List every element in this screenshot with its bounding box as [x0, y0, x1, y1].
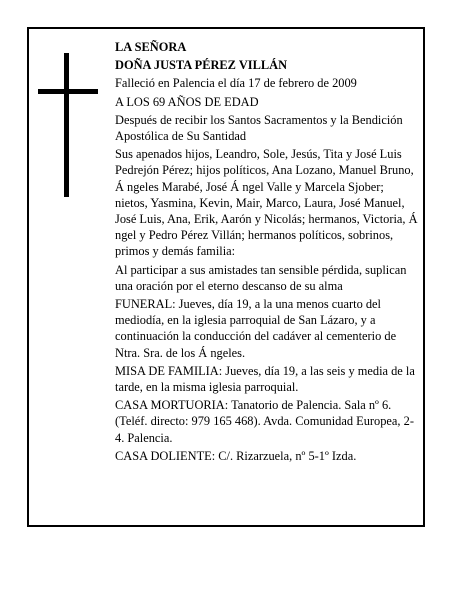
age-line: A LOS 69 AÑOS DE EDAD: [115, 94, 259, 109]
funeral-paragraph: FUNERAL: Jueves, día 19, a la una menos cuarto del mediodía, en la iglesia parroquial de San Lázaro, y a continuación la conducción del cadáver al cementerio de Ntra. Sra. de los Á ngeles.: [115, 297, 397, 360]
obituary-text: [115, 39, 419, 466]
notice-title: LA SEÑORA: [115, 40, 187, 54]
funeral-home-paragraph: CASA MORTUORIA: Tanatorio de Palencia. Sala nº 6. (Teléf. directo: 979 165 468). Avda. Comunidad Europea, 2-4. Palencia.: [115, 398, 414, 445]
family-paragraph: Sus apenados hijos, Leandro, Sole, Jesús, Tita y José Luis Pedrejón Pérez; hijos políticos, Ana Lozano, Manuel Bruno, Á ngeles Marabé, José Á ngel Valle y Marcela Sjober; nietos, Yasmina, Kevin, Mair, Marco, Laura, José Manuel, José Luis, Ana, Erik, Aarón y Nicolás; hermanos, Victoria, Á ngel y Pedro Pérez Villán; hermanos políticos, sobrinos, primos y demás familia:: [115, 147, 418, 259]
deceased-name: DOÑA JUSTA PÉREZ VILLÁN: [115, 58, 288, 73]
mourning-house-paragraph: CASA DOLIENTE: C/. Rizarzuela, nº 5-1º Izda.: [115, 448, 357, 463]
cross-vertical-bar: [64, 53, 69, 197]
family-mass-paragraph: MISA DE FAMILIA: Jueves, día 19, a las seis y media de la tarde, en la misma iglesia parroquial.: [115, 363, 415, 395]
sacraments-paragraph: Después de recibir los Santos Sacramentos y la Bendición Apostólica de Su Santidad: [115, 112, 403, 144]
death-line: Falleció en Palencia el día 17 de febrero de 2009: [115, 76, 357, 91]
cross-icon: [38, 53, 98, 197]
prayer-request-paragraph: Al participar a sus amistades tan sensible pérdida, suplican una oración por el eterno descanso de su alma: [115, 262, 407, 293]
cross-horizontal-bar: [38, 89, 98, 94]
